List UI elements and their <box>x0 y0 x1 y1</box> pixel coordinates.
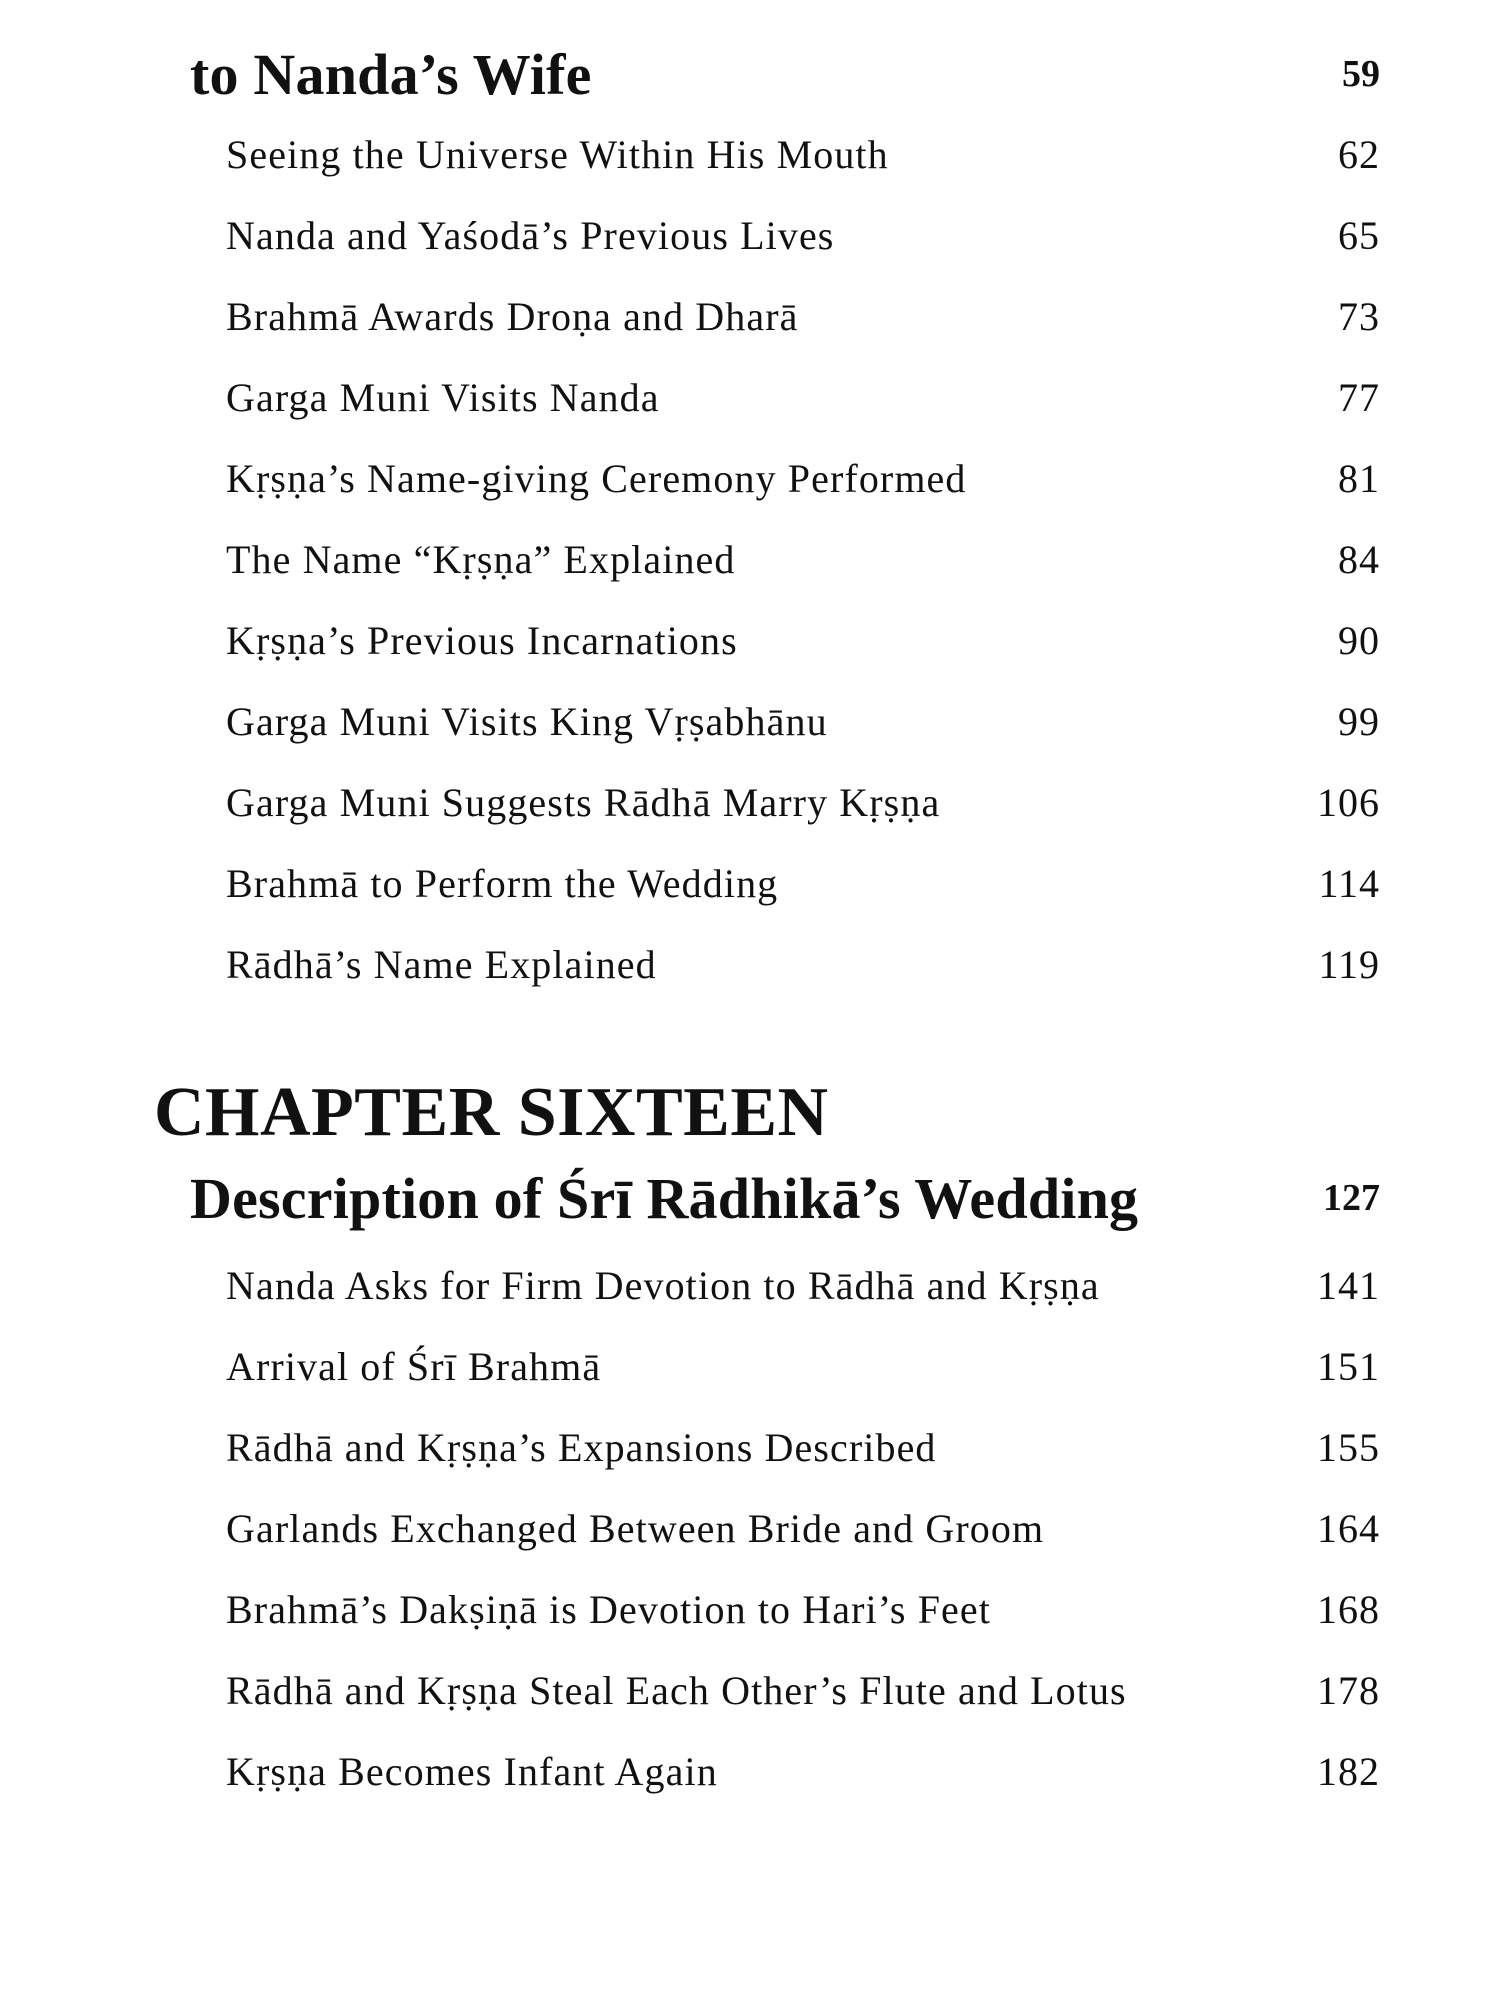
toc-entry-page-number: 84 <box>1338 537 1380 582</box>
toc-entry-title: Arrival of Śrī Brahmā <box>226 1344 602 1389</box>
toc-entry-page-number: 155 <box>1317 1425 1380 1470</box>
toc-entry-title: Nanda Asks for Firm Devotion to Rādhā and Kṛṣṇa <box>226 1263 1100 1308</box>
toc-entry-title: Kṛṣṇa Becomes Infant Again <box>226 1749 718 1794</box>
toc-entry-title: Brahmā’s Dakṣiṇā is Devotion to Hari’s Feet <box>226 1587 991 1632</box>
toc-entry-page-number: 106 <box>1317 780 1380 825</box>
toc-entry-page-number: 164 <box>1317 1506 1380 1551</box>
toc-entry-title: Kṛṣṇa’s Previous Incarnations <box>226 618 738 663</box>
toc-entry-title: Brahmā to Perform the Wedding <box>226 861 779 906</box>
toc-entry-page-number: 81 <box>1338 456 1380 501</box>
toc-entry <box>226 1662 1380 1720</box>
toc-entry <box>226 1419 1380 1477</box>
toc-entry-page-number: 168 <box>1317 1587 1380 1632</box>
toc-entry-title: Brahmā Awards Droṇa and Dharā <box>226 294 799 339</box>
toc-entry <box>226 1338 1380 1396</box>
toc-entry <box>226 1581 1380 1639</box>
section-heading: to Nanda’s Wife <box>190 42 592 107</box>
toc-entry <box>226 936 1380 994</box>
toc-entry <box>226 531 1380 589</box>
toc-entry <box>226 1500 1380 1558</box>
toc-entry-title: Rādhā and Kṛṣṇa Steal Each Other’s Flute and Lotus <box>226 1668 1127 1713</box>
toc-entry-page-number: 77 <box>1338 375 1380 420</box>
toc-entry-title: The Name “Kṛṣṇa” Explained <box>226 537 736 582</box>
section-heading-row <box>190 38 1380 112</box>
toc-entry-page-number: 119 <box>1318 942 1380 987</box>
toc-entry-page-number: 182 <box>1317 1749 1380 1794</box>
toc-entry <box>226 612 1380 670</box>
toc-entry <box>226 693 1380 751</box>
toc-entry-page-number: 90 <box>1338 618 1380 663</box>
toc-entry-title: Rādhā’s Name Explained <box>226 942 657 987</box>
toc-entry <box>226 774 1380 832</box>
toc-entry-page-number: 114 <box>1318 861 1380 906</box>
toc-entry <box>226 207 1380 265</box>
chapter-heading-page-number: 127 <box>1323 1177 1380 1219</box>
toc-entry <box>226 1257 1380 1315</box>
toc-entry-title: Garga Muni Visits Nanda <box>226 375 660 420</box>
toc-entry-title: Seeing the Universe Within His Mouth <box>226 132 889 177</box>
chapter-heading: Description of Śrī Rādhikā’s Wedding <box>190 1166 1139 1231</box>
toc-entry-title: Garlands Exchanged Between Bride and Groom <box>226 1506 1045 1551</box>
toc-entry-title: Garga Muni Suggests Rādhā Marry Kṛṣṇa <box>226 780 941 825</box>
toc-entry <box>226 1743 1380 1801</box>
chapter-heading-row <box>190 1162 1380 1236</box>
toc-entry <box>226 369 1380 427</box>
toc-entry-title: Garga Muni Visits King Vṛṣabhānu <box>226 699 828 744</box>
toc-entry-title: Rādhā and Kṛṣṇa’s Expansions Described <box>226 1425 937 1470</box>
toc-entry <box>226 288 1380 346</box>
toc-entry <box>226 450 1380 508</box>
toc-entry <box>226 855 1380 913</box>
toc-entry-title: Kṛṣṇa’s Name-giving Ceremony Performed <box>226 456 967 501</box>
toc-entry-page-number: 65 <box>1338 213 1380 258</box>
toc-entry-page-number: 99 <box>1338 699 1380 744</box>
toc-entry-page-number: 73 <box>1338 294 1380 339</box>
toc-entry-page-number: 178 <box>1317 1668 1380 1713</box>
toc-entry-title: Nanda and Yaśodā’s Previous Lives <box>226 213 835 258</box>
toc-entry-page-number: 62 <box>1338 132 1380 177</box>
toc-entry-page-number: 141 <box>1317 1263 1380 1308</box>
toc-entry-page-number: 151 <box>1317 1344 1380 1389</box>
chapter-title: CHAPTER SIXTEEN <box>154 1074 829 1151</box>
toc-entry <box>226 126 1380 184</box>
section-heading-page-number: 59 <box>1342 53 1380 95</box>
